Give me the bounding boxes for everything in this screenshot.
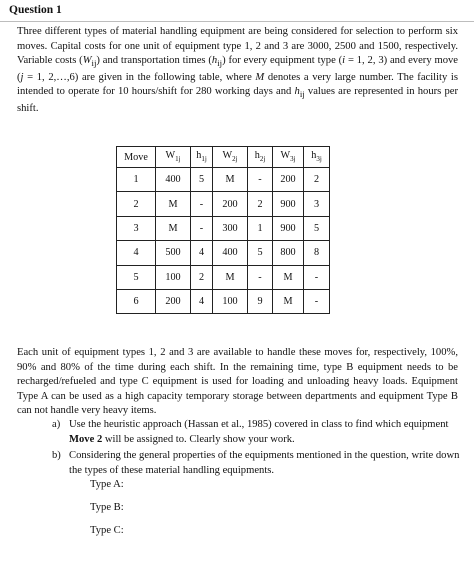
- table-cell: 900: [273, 216, 304, 240]
- table-cell: M: [273, 265, 304, 289]
- table-row: [117, 216, 330, 240]
- question-a-text: Use the heuristic approach (Hassan et al., 1985) covered in class to find which equipment Move 2 will be assigned to. Clearly show your work.: [69, 419, 449, 445]
- table-cell: 5: [117, 265, 156, 289]
- table-cell: M: [156, 216, 191, 240]
- table-cell: -: [248, 168, 273, 192]
- table-cell: -: [191, 216, 213, 240]
- table-cell: 200: [156, 289, 191, 313]
- table-cell: 1: [248, 216, 273, 240]
- type-a-label: Type A:: [90, 479, 124, 490]
- header-h1j: $h_{1j}$: [191, 147, 213, 168]
- table-cell: M: [156, 192, 191, 216]
- table-cell: M: [213, 265, 248, 289]
- table-cell: 2: [191, 265, 213, 289]
- intro-text-1: Three different types of material handling equipment are being considered for selection to perform six moves. Capital costs for one unit of equipment type 1, 2 and 3 are 3000, 2500 and 1500, respectively. Variable costs (: [17, 26, 458, 67]
- table-cell: 9: [248, 289, 273, 313]
- table-cell: M: [273, 289, 304, 313]
- question-list: [52, 418, 462, 480]
- table-cell: 2: [248, 192, 273, 216]
- table-cell: 4: [191, 289, 213, 313]
- intro-text-3: ) for every equipment type (: [222, 55, 343, 67]
- var-j: j: [20, 71, 24, 83]
- table-cell: 500: [156, 241, 191, 265]
- table-row: [117, 168, 330, 192]
- question-a: [52, 418, 462, 447]
- table-cell: 8: [304, 241, 330, 265]
- table-row: [117, 265, 330, 289]
- table-cell: 800: [273, 241, 304, 265]
- table-cell: -: [304, 265, 330, 289]
- var-m: M: [255, 71, 265, 83]
- table-cell: 100: [213, 289, 248, 313]
- question-a-label: a): [52, 419, 61, 430]
- var-w: W: [82, 55, 92, 67]
- intro-paragraph: [17, 25, 458, 117]
- var-h2-sub: ij: [299, 89, 305, 100]
- var-w-sub: ij: [91, 58, 97, 69]
- var-h2: h: [294, 86, 300, 98]
- header-w3j: $W_{3j}$: [273, 147, 304, 168]
- table-cell: 2: [304, 168, 330, 192]
- question-b-text: Considering the general properties of the equipments mentioned in the question, write down the types of these material handling equipments.: [69, 450, 460, 476]
- question-title: Question 1: [9, 4, 62, 16]
- table-cell: 400: [156, 168, 191, 192]
- table-row: [117, 289, 330, 313]
- title-divider: [0, 21, 474, 22]
- type-c-label: Type C:: [90, 525, 124, 536]
- availability-paragraph: Each unit of equipment types 1, 2 and 3 are available to handle these moves for, respectively, 100%, 90% and 80% of the time during each shift. In the remaining time, type B equipment needs to be recharged/refueled and type C equipment is used for loading and unloading heavy loads. Equipment Type A can be used as a high capacity temporary storage between departments and equipment Type B can not handle very heavy items.: [17, 347, 458, 417]
- var-i: i: [342, 55, 346, 67]
- table-cell: 900: [273, 192, 304, 216]
- table-cell: 3: [117, 216, 156, 240]
- question-b: [52, 449, 462, 478]
- intro-text-5: = 1, 2,…,6) are given in the following table, where: [23, 71, 256, 83]
- table-cell: 6: [117, 289, 156, 313]
- table-row: [117, 192, 330, 216]
- table-cell: 2: [117, 192, 156, 216]
- cost-time-table: [116, 146, 330, 314]
- var-h-sub: ij: [217, 58, 223, 69]
- table-cell: 4: [117, 241, 156, 265]
- table-cell: 5: [191, 168, 213, 192]
- header-move: Move: [117, 147, 156, 168]
- table-cell: 1: [117, 168, 156, 192]
- type-b-label: Type B:: [90, 502, 124, 513]
- var-h: h: [211, 55, 218, 67]
- table-cell: 200: [273, 168, 304, 192]
- intro-text-2: ) and transportation times (: [96, 55, 212, 67]
- table-cell: 300: [213, 216, 248, 240]
- table-cell: 3: [304, 192, 330, 216]
- table-row: [117, 241, 330, 265]
- table-cell: 5: [304, 216, 330, 240]
- table-cell: 200: [213, 192, 248, 216]
- header-h3j: $h_{3j}$: [304, 147, 330, 168]
- table-header-row: [117, 147, 330, 168]
- intro-text-6: denotes a very large number. The facility is intended to operate for 10 hours/shift for 280 working days and: [17, 71, 459, 98]
- question-a-bold: Move 2: [69, 433, 103, 445]
- intro-text-7: values are represented in hours per shift.: [17, 86, 459, 115]
- header-h2j: $h_{2j}$: [248, 147, 273, 168]
- table-cell: 4: [191, 241, 213, 265]
- header-w1j: $W_{1j}$: [156, 147, 191, 168]
- table-cell: 400: [213, 241, 248, 265]
- table-cell: 100: [156, 265, 191, 289]
- table-cell: 5: [248, 241, 273, 265]
- table-cell: -: [191, 192, 213, 216]
- table-cell: -: [304, 289, 330, 313]
- question-b-label: b): [52, 450, 61, 462]
- table-cell: M: [213, 168, 248, 192]
- intro-text-4: = 1, 2, 3) and every move (: [17, 55, 458, 83]
- header-w2j: $W_{2j}$: [213, 147, 248, 168]
- table-cell: -: [248, 265, 273, 289]
